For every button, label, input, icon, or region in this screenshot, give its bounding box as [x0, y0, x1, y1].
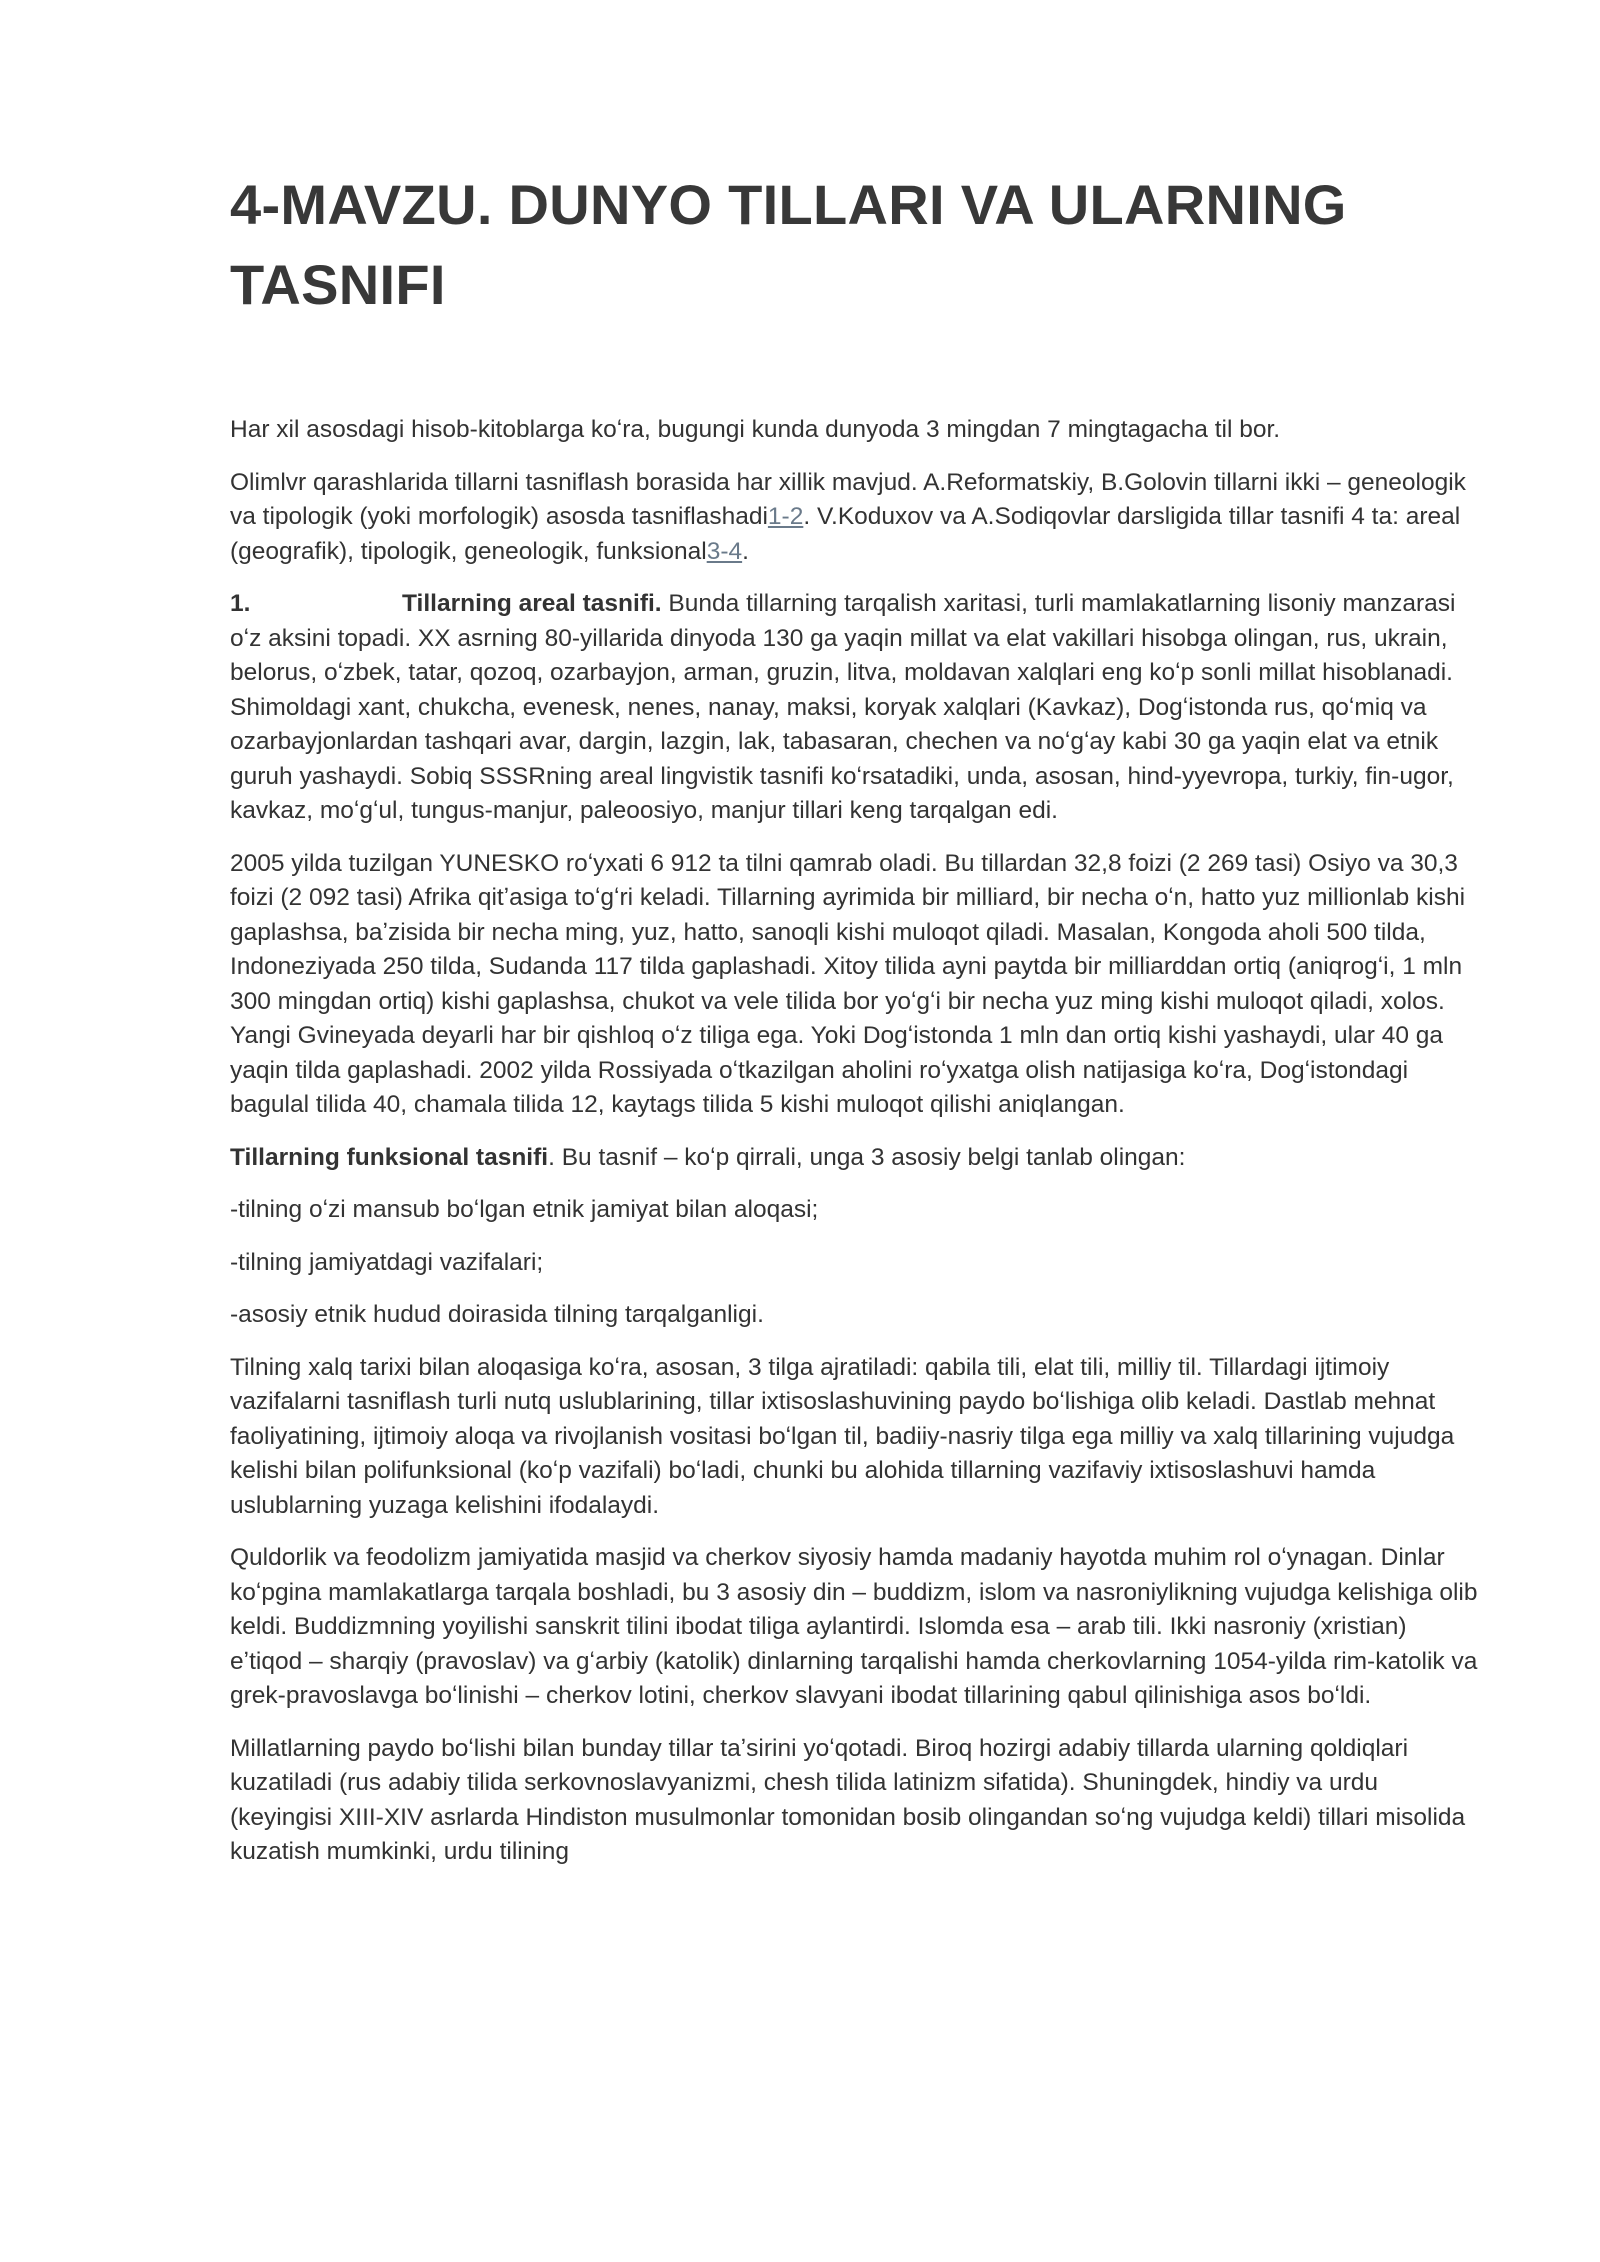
paragraph-classification-views [230, 466, 1485, 570]
page-title: 4-MAVZU. DUNYO TILLARI VA ULARNING TASNIFI [230, 173, 1347, 316]
paragraph-religion: Quldorlik va feodolizm jamiyatida masjid va cherkov siyosiy hamda madaniy hayotda muhim rol oʻynagan. Dinlar koʻpgina mamlakatlarga tarqala boshladi, bu 3 asosiy din – buddizm, islom va nasroniylikning vujudga kelishiga olib keldi. Buddizmning yoyilishi sanskrit tilini ibodat tiliga aylantirdi. Islomda esa – arab tili. Ikki nasroniy (xristian) eʼtiqod – sharqiy (pravoslav) va gʻarbiy (katolik) dinlarning tarqalishi hamda cherkovlarning 1054-yilda rim-katolik va grek-pravoslavga boʻlinishi – cherkov lotini, cherkov slavyani ibodat tillarining qabul qilinishiga asos boʻldi. [230, 1544, 1478, 1709]
paragraph-areal-classification [230, 587, 1485, 829]
paragraph-text: . V.Koduxov va A.Sodiqovlar darsligida tillar tasnifi 4 ta: areal (geografik), tipologik, geneologik, funksional [230, 503, 1461, 565]
paragraph-text: . Bu tasnif – koʻp qirrali, unga 3 asosiy belgi tanlab olingan: [548, 1143, 1186, 1171]
paragraph-unesco: 2005 yilda tuzilgan YUNESKO roʻyxati 6 912 ta tilni qamrab oladi. Bu tillardan 32,8 foizi (2 269 tasi) Osiyo va 30,3 foizi (2 092 tasi) Afrika qitʼasiga toʻgʻri keladi. Tillarning ayrimida bir milliard, bir necha oʻn, hatto yuz millionlab kishi gaplashsa, baʼzisida bir necha ming, yuz, hatto, sanoqli kishi muloqot qiladi. Masalan, Kongoda aholi 500 tilda, Indoneziyada 250 tilda, Sudanda 117 tilda gaplashadi. Xitoy tilida ayni paytda bir milliarddan ortiq (aniqrogʻi, 1 mln 300 mingdan ortiq) kishi gaplashsa, chukot va vele tilida bor yoʻgʻi bir necha yuz ming kishi muloqot qiladi, xolos. Yangi Gvineyada deyarli har bir qishloq oʻz tiliga ega. Yoki Dogʻistonda 1 mln dan ortiq kishi yashaydi, ular 40 ga yaqin tilda gaplashadi. 2002 yilda Rossiyada oʻtkazilgan aholini roʻyxatga olish natijasiga koʻra, Dogʻistondagi bagulal tilida 40, chamala tilida 12, kaytags tilida 5 kishi muloqot qilishi aniqlangan. [230, 849, 1466, 1118]
paragraph-intro: Har xil asosdagi hisob-kitoblarga koʻra, bugungi kunda dunyoda 3 mingdan 7 mingtagacha til bor. [230, 416, 1281, 443]
document-body [230, 165, 1485, 1888]
section-heading-areal: Tillarning areal tasnifi. [402, 590, 662, 617]
list-item: -tilning jamiyatdagi vazifalari; [230, 1248, 544, 1276]
paragraph-text: . [742, 537, 749, 565]
footnote-link-1-2[interactable]: 1-2 [767, 503, 804, 530]
footnote-link-3-4[interactable]: 3-4 [706, 537, 743, 565]
paragraph-history-relation: Tilning xalq tarixi bilan aloqasiga koʻra, asosan, 3 tilga ajratiladi: qabila tili, elat tili, milliy til. Tillardagi ijtimoiy vazifalarni tasniflash turli nutq uslublarining, tillar ixtisoslashuvining paydo boʻlishiga olib keladi. Dastlab mehnat faoliyatining, ijtimoiy aloqa va rivojlanish vositasi boʻlgan til, badiiy-nasriy tilga ega milliy va xalq tillarining vujudga kelishi bilan polifunksional (koʻp vazifali) boʻladi, chunki bu alohida tillarning vazifaviy ixtisoslashuvi hamda uslublarning yuzaga kelishini ifodalaydi. [230, 1353, 1455, 1519]
section-number: 1. [230, 590, 251, 617]
list-item: -asosiy etnik hudud doirasida tilning tarqalganligi. [230, 1301, 764, 1328]
list-item: -tilning oʻzi mansub boʻlgan etnik jamiyat bilan aloqasi; [230, 1196, 819, 1223]
paragraph-functional-classification [230, 1141, 1485, 1176]
section-heading-functional: Tillarning funksional tasnifi [230, 1143, 549, 1171]
paragraph-text: Olimlvr qarashlarida tillarni tasniflash borasida har xillik mavjud. A.Reformatskiy, B.Golovin tillarni ikki – geneologik va tipologik (yoki morfologik) asosda tasniflashadi [230, 468, 1466, 530]
paragraph-nations: Millatlarning paydo boʻlishi bilan bunday tillar taʼsirini yoʻqotadi. Biroq hozirgi adabiy tillarda ularning qoldiqlari kuzatiladi (rus adabiy tilida serkovnoslavyanizmi, chesh tilida latinizm sifatida). Shuningdek, hindiy va urdu (keyingisi XIII-XIV asrlarda Hindiston musulmonlar tomonidan bosib olingandan soʻng vujudga keldi) tillari misolida kuzatish mumkinki, urdu tilining [230, 1734, 1466, 1865]
paragraph-text: Bunda tillarning tarqalish xaritasi, turli mamlakatlarning lisoniy manzarasi oʻz aksini topadi. XX asrning 80-yillarida dinyoda 130 ga yaqin millat va elat vakillari hisobga olingan, rus, ukrain, belorus, oʻzbek, tatar, qozoq, ozarbayjon, arman, gruzin, litva, moldavan xalqlari eng koʻp sonli millat hisoblanadi. Shimoldagi xant, chukcha, evenesk, nenes, nanay, maksi, koryak xalqlari (Kavkaz), Dogʻistonda rus, qoʻmiq va ozarbayjonlardan tashqari avar, dargin, lazgin, lak, tabasaran, chechen va noʻgʻay kabi 30 ga yaqin elat va etnik guruh yashaydi. Sobiq SSSRning areal lingvistik tasnifi koʻrsatadiki, unda, asosan, hind-yyevropa, turkiy, fin-ugor, kavkaz, moʻgʻul, tungus-manjur, paleoosiyo, manjur tillari keng tarqalgan edi. [230, 590, 1456, 824]
